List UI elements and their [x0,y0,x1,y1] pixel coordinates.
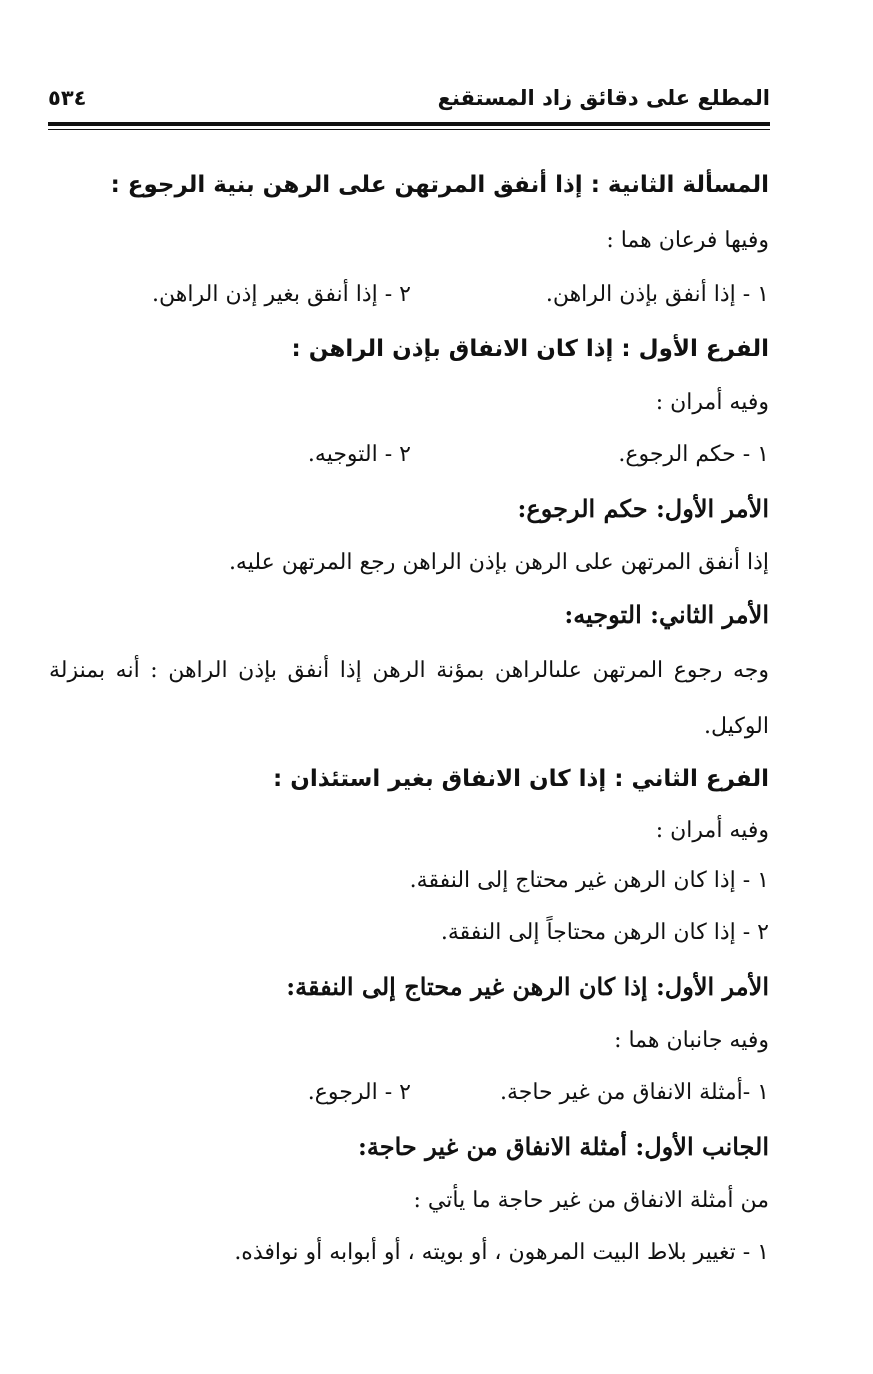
subsection-heading: الأمر الأول: إذا كان الرهن غير محتاج إلى النفقة: [286,972,769,1001]
paragraph: إذا أنفق المرتهن على الرهن بإذن الراهن رجع المرتهن عليه. [228,550,769,575]
list-item: ٢ - الرجوع. [307,1080,411,1105]
header-rule-thick [48,122,770,126]
subsection-heading: الفرع الثاني : إذا كان الانفاق بغير استئذان : [272,766,769,792]
subsection-heading: الجانب الأول: أمثلة الانفاق من غير حاجة: [358,1132,769,1161]
header-title: المطلع على دقائق زاد المستقنع [437,86,770,110]
list-item: ٢ - إذا كان الرهن محتاجاً إلى النفقة. [440,920,769,945]
list-item: ١ - إذا كان الرهن غير محتاج إلى النفقة. [409,868,769,893]
list-item: ٢ - التوجيه. [307,442,411,467]
paragraph: ١ - تغيير بلاط البيت المرهون ، أو بويته ، أو أبوابه أو نوافذه. [234,1240,769,1265]
paragraph: وفيه أمران : [655,390,769,415]
paragraph: وفيه أمران : [655,818,769,843]
header-rule-thin [48,129,770,130]
section-heading: المسألة الثانية : إذا أنفق المرتهن على الرهن بنية الرجوع : [110,172,769,198]
running-header [48,86,770,120]
list-item: ١ -أمثلة الانفاق من غير حاجة. [499,1080,769,1105]
page-number: ٥٣٤ [48,86,87,110]
paragraph: وفيه جانبان هما : [614,1028,769,1053]
list-item: ١ - إذا أنفق بإذن الراهن. [545,282,769,307]
paragraph: وفيها فرعان هما : [606,228,769,253]
subsection-heading: الأمر الأول: حكم الرجوع: [517,494,769,523]
paragraph: الوكيل. [704,714,769,739]
subsection-heading: الأمر الثاني: التوجيه: [564,600,769,629]
paragraph: من أمثلة الانفاق من غير حاجة ما يأتي : [413,1188,769,1213]
paragraph: وجه رجوع المرتهن علىالراهن بمؤنة الرهن إذا أنفق بإذن الراهن : أنه بمنزلة [49,658,769,683]
subsection-heading: الفرع الأول : إذا كان الانفاق بإذن الراهن : [291,336,769,362]
list-item: ٢ - إذا أنفق بغير إذن الراهن. [152,282,411,307]
list-item: ١ - حكم الرجوع. [618,442,769,467]
